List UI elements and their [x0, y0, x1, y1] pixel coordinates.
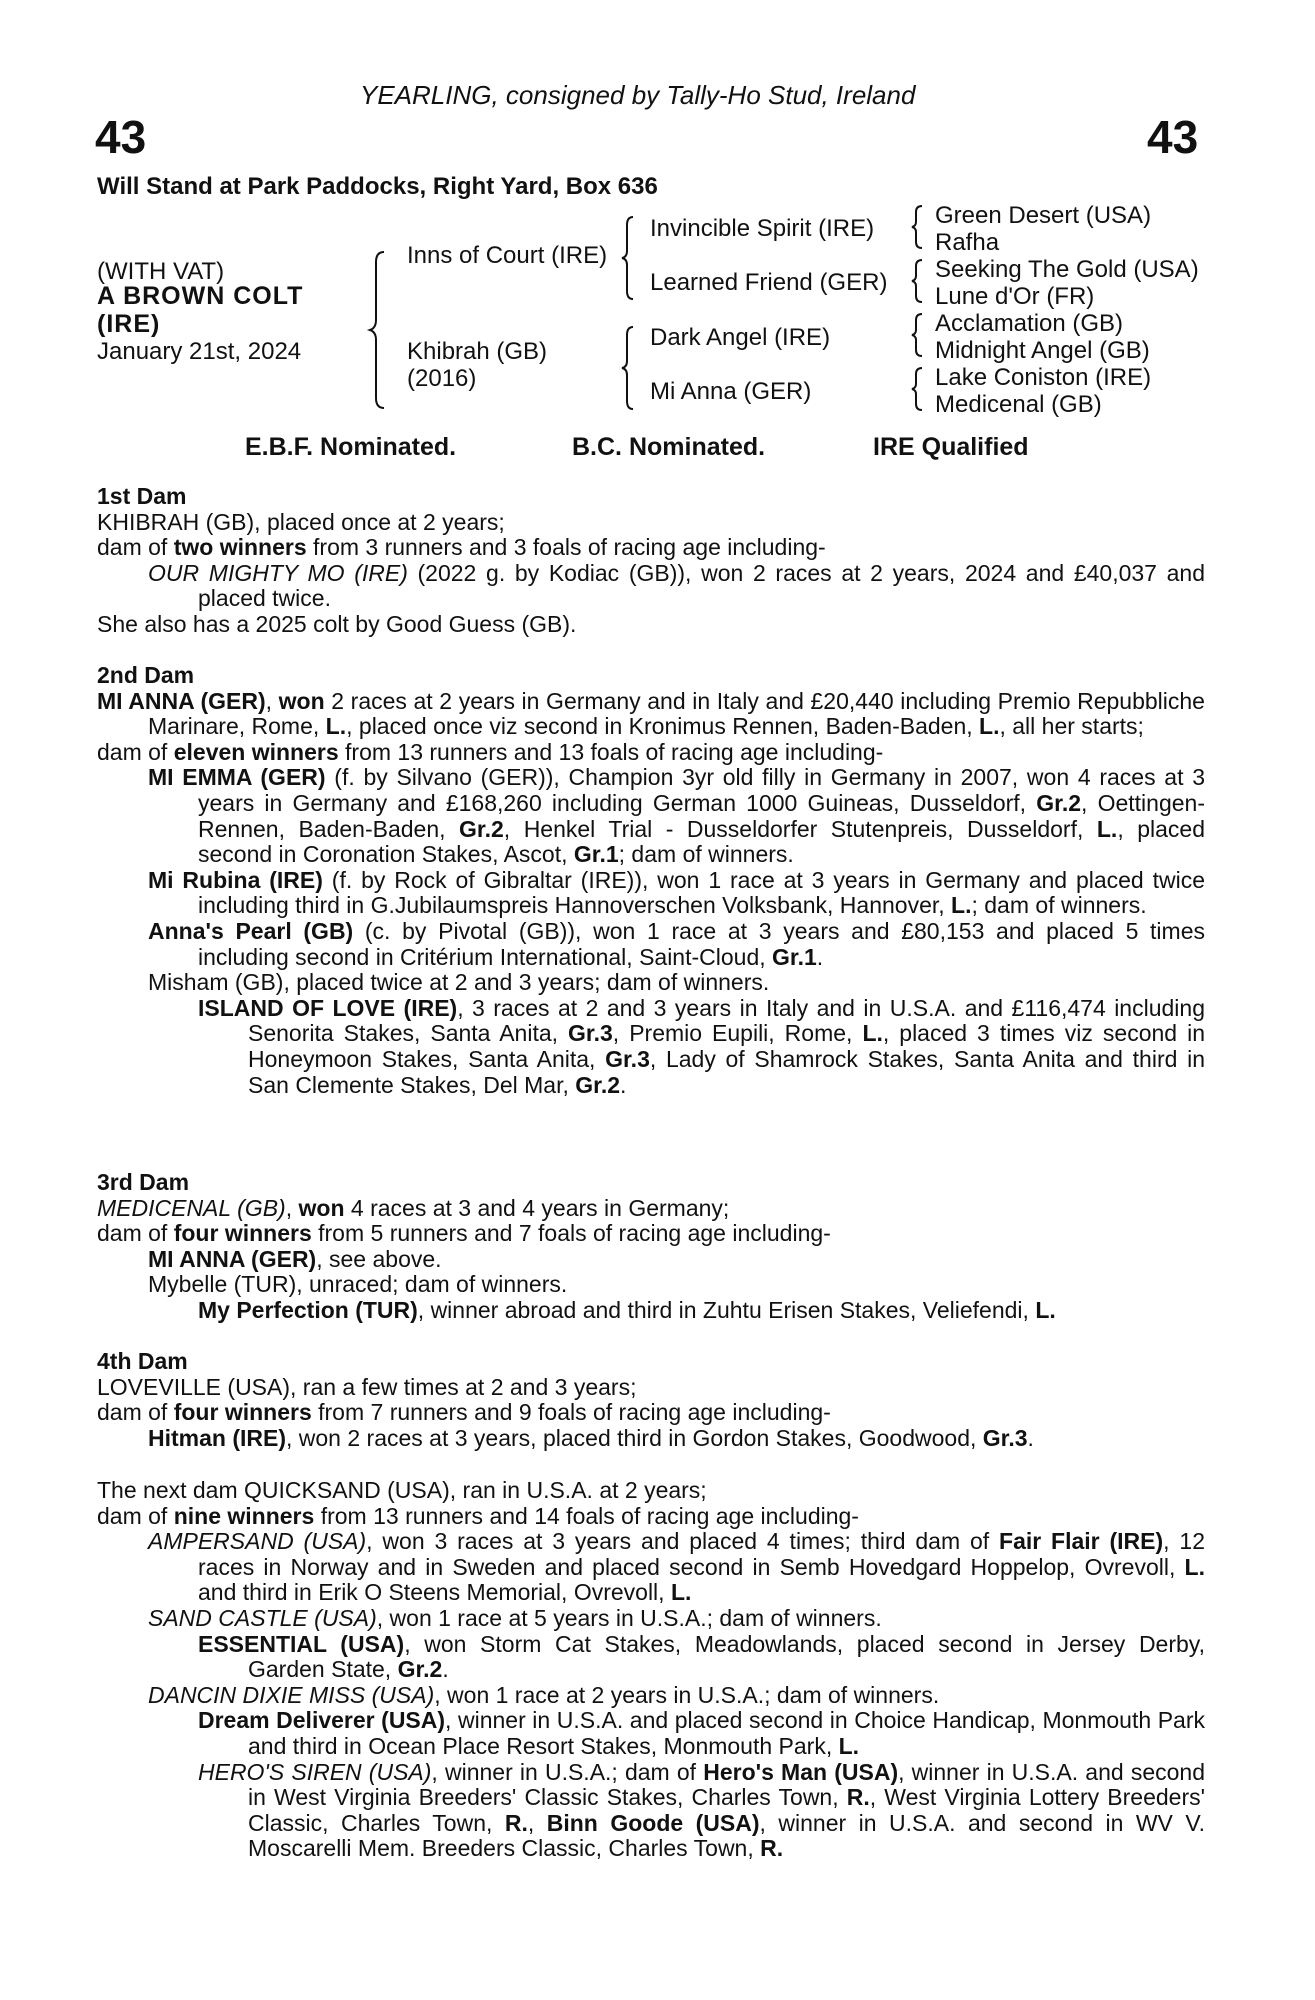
next-dam-record: The next dam QUICKSAND (USA), ran in U.S.A. at 2 years;: [97, 1477, 707, 1503]
dam-of-sire: Learned Friend (GER): [650, 269, 888, 296]
third-dam-title: 3rd Dam: [97, 1169, 190, 1195]
fourth-dam-title: 4th Dam: [97, 1348, 188, 1374]
first-dam-section: [97, 484, 1205, 638]
pedigree-bracket-sire: [620, 215, 636, 301]
first-dam-produce-summary: dam of two winners from 3 runners and 3 foals of racing age including-: [97, 534, 826, 561]
dam: Khibrah (GB): [407, 338, 548, 365]
lot-number-left: 43: [95, 111, 147, 163]
second-dam-produce-entry: Anna's Pearl (GB) (c. by Pivotal (GB)), won 1 race at 3 years and £80,153 and placed 5 times including second in Critérium International, Saint-Cloud, Gr.1.: [148, 917, 1205, 970]
second-dam-produce-entry: Mi Rubina (IRE) (f. by Rock of Gibraltar (IRE)), won 1 race at 3 years in Germany and placed twice including third in G.Jubilaumspreis Hannoverschen Volksbank, Hannover, L.; dam of winners.: [148, 866, 1205, 919]
sire-of-sire: Invincible Spirit (IRE): [650, 215, 875, 242]
third-dam-produce-entry: MI ANNA (GER), see above.: [148, 1245, 442, 1272]
fourth-dam-section: [97, 1349, 1205, 1451]
first-dam-record: KHIBRAH (GB), placed once at 2 years;: [97, 508, 505, 535]
pedigree-bracket-g1: [910, 204, 924, 250]
third-dam-section: [97, 1170, 1205, 1324]
third-dam-produce-summary: dam of four winners from 5 runners and 7 foals of racing age including-: [97, 1220, 831, 1247]
great-grandparent-6: Midnight Angel (GB): [935, 337, 1150, 364]
pedigree-bracket-g2: [910, 258, 924, 304]
next-dam-grandproduce-entry: ESSENTIAL (USA), won Storm Cat Stakes, Meadowlands, placed second in Jersey Derby, Garden State, Gr.2.: [198, 1630, 1205, 1683]
stand-location: Will Stand at Park Paddocks, Right Yard, Box 636: [97, 173, 658, 200]
sire: Inns of Court (IRE): [407, 242, 608, 269]
next-dam-section: [97, 1478, 1205, 1862]
next-dam-produce-entry: SAND CASTLE (USA), won 1 race at 5 years in U.S.A.; dam of winners.: [148, 1604, 882, 1631]
horse-origin: (IRE): [97, 310, 161, 338]
pedigree-bracket-g4: [910, 366, 924, 412]
consignment-subtitle: YEARLING, consigned by Tally-Ho Stud, Ireland: [360, 80, 916, 110]
great-grandparent-4: Lune d'Or (FR): [935, 283, 1095, 310]
horse-description: A BROWN COLT: [97, 282, 304, 310]
pedigree-bracket-main: [368, 250, 388, 410]
third-dam-record: MEDICENAL (GB), won 4 races at 3 and 4 years in Germany;: [97, 1194, 730, 1221]
second-dam-title: 2nd Dam: [97, 662, 195, 688]
second-dam-grandproduce-entry: ISLAND OF LOVE (IRE), 3 races at 2 and 3 years in Italy and in U.S.A. and £116,474 including Senorita Stakes, Santa Anita, Gr.3, Premio Eupili, Rome, L., placed 3 times viz second in Honeymoon Stakes, Santa Anita, Gr.3, Lady of Shamrock Stakes, Santa Anita and third in San Clemente Stakes, Del Mar, Gr.2.: [198, 994, 1205, 1098]
great-grandparent-3: Seeking The Gold (USA): [935, 256, 1199, 283]
dam-year: (2016): [407, 365, 477, 392]
next-dam-grandproduce-entry: Dream Deliverer (USA), winner in U.S.A. and placed second in Choice Handicap, Monmouth Park and third in Ocean Place Resort Stakes, Monmouth Park, L.: [198, 1707, 1205, 1759]
vat-label: (WITH VAT): [97, 258, 225, 285]
great-grandparent-2: Rafha: [935, 229, 1000, 256]
second-dam-produce-entry: MI EMMA (GER) (f. by Silvano (GER)), Champion 3yr old filly in Germany in 2007, won 4 races at 3 years in Germany and £168,260 including German 1000 Guineas, Dusseldorf, Gr.2, Oettingen-Rennen, Baden-Baden, Gr.2, Henkel Trial - Dusseldorfer Stutenpreis, Dusseldorf, L., placed second in Coronation Stakes, Ascot, Gr.1; dam of winners.: [148, 764, 1205, 868]
second-dam-record: MI ANNA (GER), won 2 races at 2 years in Germany and in Italy and £20,440 including Premio Repubbliche Marinare, Rome, L., placed once viz second in Kronimus Rennen, Baden-Baden, L., all her starts;: [97, 687, 1205, 740]
third-dam-grandproduce-entry: My Perfection (TUR), winner abroad and third in Zuhtu Erisen Stakes, Veliefendi, L.: [198, 1296, 1056, 1323]
great-grandparent-7: Lake Coniston (IRE): [935, 364, 1152, 391]
date-of-birth: January 21st, 2024: [97, 338, 302, 365]
fourth-dam-record: LOVEVILLE (USA), ran a few times at 2 and 3 years;: [97, 1373, 637, 1400]
sire-of-dam: Dark Angel (IRE): [650, 324, 831, 351]
next-dam-grandproduce-entry: HERO'S SIREN (USA), winner in U.S.A.; dam of Hero's Man (USA), winner in U.S.A. and second in West Virginia Breeders' Classic Stakes, Charles Town, R., West Virginia Lottery Breeders' Classic, Charles Town, R., Binn Goode (USA), winner in U.S.A. and second in WV V. Moscarelli Mem. Breeders Classic, Charles Town, R.: [198, 1758, 1205, 1862]
first-dam-produce-entry: OUR MIGHTY MO (IRE) (2022 g. by Kodiac (GB)), won 2 races at 2 years, 2024 and £40,037 and placed twice.: [148, 559, 1205, 612]
fourth-dam-produce-entry: Hitman (IRE), won 2 races at 3 years, placed third in Gordon Stakes, Goodwood, Gr.3.: [148, 1424, 1034, 1451]
first-dam-title: 1st Dam: [97, 483, 187, 509]
second-dam-produce-entry: Misham (GB), placed twice at 2 and 3 years; dam of winners.: [148, 969, 770, 996]
next-dam-produce-summary: dam of nine winners from 13 runners and 14 foals of racing age including-: [97, 1502, 859, 1529]
pedigree-bracket-dam: [620, 325, 636, 411]
first-dam-note: She also has a 2025 colt by Good Guess (GB).: [97, 610, 577, 637]
dam-of-dam: Mi Anna (GER): [650, 378, 812, 405]
great-grandparent-1: Green Desert (USA): [935, 202, 1152, 229]
fourth-dam-produce-summary: dam of four winners from 7 runners and 9 foals of racing age including-: [97, 1399, 831, 1426]
next-dam-produce-entry: DANCIN DIXIE MISS (USA), won 1 race at 2 years in U.S.A.; dam of winners.: [148, 1681, 940, 1708]
second-dam-section: [97, 663, 1205, 1098]
lot-number-right: 43: [1147, 111, 1199, 163]
third-dam-produce-entry: Mybelle (TUR), unraced; dam of winners.: [148, 1271, 568, 1298]
great-grandparent-8: Medicenal (GB): [935, 391, 1102, 418]
ire-qualification: IRE Qualified: [873, 433, 1029, 461]
bc-nomination: B.C. Nominated.: [572, 433, 766, 461]
second-dam-produce-summary: dam of eleven winners from 13 runners and 13 foals of racing age including-: [97, 738, 884, 765]
next-dam-produce-entry: AMPERSAND (USA), won 3 races at 3 years and placed 4 times; third dam of Fair Flair (IRE), 12 races in Norway and in Sweden and placed second in Semb Hovedgard Hoppelop, Ovrevoll, L. and third in Erik O Steens Memorial, Ovrevoll, L.: [148, 1528, 1205, 1606]
great-grandparent-5: Acclamation (GB): [935, 310, 1124, 337]
ebf-nomination: E.B.F. Nominated.: [245, 433, 457, 461]
pedigree-bracket-g3: [910, 312, 924, 358]
